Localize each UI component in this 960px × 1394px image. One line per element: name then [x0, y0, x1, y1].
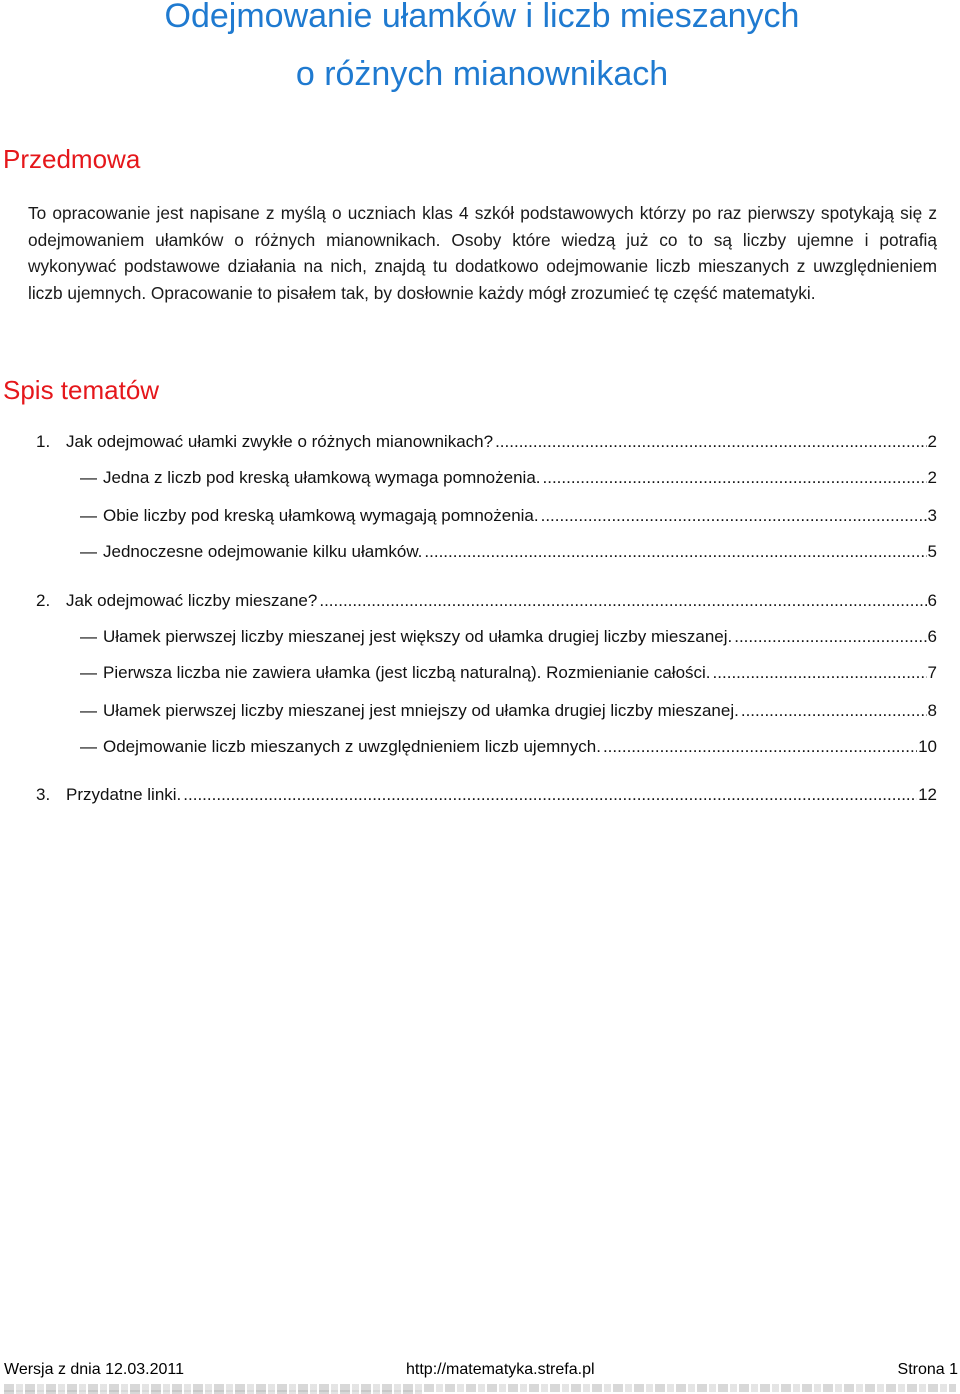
toc-dot-leader — [422, 541, 926, 563]
footer-page-number: Strona 1 — [897, 1361, 958, 1378]
toc-entry-page-number: 5 — [927, 542, 937, 561]
em-dash-icon — [80, 541, 103, 563]
em-dash-icon — [80, 700, 103, 722]
toc-entry-label: Jak odejmować liczby mieszane? — [66, 591, 318, 610]
page-footer — [0, 1358, 960, 1382]
toc-entry-page-number: 2 — [927, 432, 937, 451]
toc-entry-label: Jak odejmować ułamki zwykłe o różnych mianownikach? — [66, 432, 494, 451]
toc-entry-number: 3. — [36, 785, 51, 804]
toc-dot-leader — [539, 505, 927, 527]
toc-entry[interactable] — [80, 662, 937, 684]
document-title-line-2: o różnych mianownikach — [295, 55, 669, 93]
footer-version: Wersja z dnia 12.03.2011 — [4, 1361, 184, 1378]
toc-entry-page-number: 10 — [918, 737, 937, 756]
toc-dot-leader — [493, 431, 926, 453]
em-dash-icon — [80, 662, 103, 684]
em-dash-icon — [80, 736, 103, 758]
toc-entry-label: Odejmowanie liczb mieszanych z uwzględnieniem liczb ujemnych. — [103, 737, 601, 756]
toc-entry-page-number: 2 — [927, 468, 937, 487]
toc-dot-leader — [732, 626, 926, 648]
toc-entry[interactable] — [80, 626, 937, 648]
toc-dot-leader — [541, 467, 927, 489]
toc-entry[interactable] — [80, 467, 937, 489]
toc-dot-leader — [739, 700, 927, 722]
toc-dot-leader — [601, 736, 917, 758]
toc-entry-page-number: 12 — [918, 785, 937, 804]
toc-entry[interactable] — [80, 505, 937, 527]
toc-entry-number: 1. — [36, 432, 51, 451]
toc-entry-number: 2. — [36, 591, 51, 610]
toc-entry[interactable] — [36, 590, 937, 612]
document-title-line-1: Odejmowanie ułamków i liczb mieszanych — [164, 0, 800, 35]
em-dash-icon — [80, 626, 103, 648]
toc-entry-page-number: 8 — [927, 701, 937, 720]
toc-entry[interactable] — [80, 700, 937, 722]
footer-url-link[interactable]: http://matematyka.strefa.pl — [406, 1361, 595, 1378]
em-dash-icon — [80, 505, 103, 527]
toc-entry[interactable] — [80, 736, 937, 758]
toc-entry-page-number: 7 — [927, 663, 937, 682]
footer-fine-print-2 — [4, 1390, 424, 1394]
toc-entry[interactable] — [80, 541, 937, 563]
toc-entry[interactable] — [36, 431, 937, 453]
toc-entry-label: Obie liczby pod kreską ułamkową wymagają pomnożenia. — [103, 506, 539, 525]
preface-paragraph: To opracowanie jest napisane z myślą o uczniach klas 4 szkół podstawowych którzy po raz pierwszy spotykają się z odejmowaniem ułamków o różnych mianownikach. Osoby które wiedzą już co to są liczby ujemne i potrafią wykonywać podstawowe działania na nich, znajdą tu dodatkowo odejmowanie liczb mieszanych z uwzględnieniem liczb ujemnych. Opracowanie to pisałem tak, by dosłownie każdy mógł zrozumieć tę część matematyki. — [28, 203, 937, 303]
toc-dot-leader — [181, 784, 917, 806]
toc-entry-label: Jedna z liczb pod kreską ułamkową wymaga pomnożenia. — [103, 468, 541, 487]
em-dash-icon — [80, 467, 103, 489]
toc-heading: Spis tematów — [3, 375, 160, 405]
toc-entry-label: Ułamek pierwszej liczby mieszanej jest większy od ułamka drugiej liczby mieszanej. — [103, 627, 733, 646]
toc-entry[interactable] — [36, 784, 937, 806]
toc-entry-label: Jednoczesne odejmowanie kilku ułamków. — [103, 542, 423, 561]
toc-dot-leader — [711, 662, 927, 684]
toc-dot-leader — [317, 590, 926, 612]
toc-entry-page-number: 3 — [927, 506, 937, 525]
toc-entry-label: Pierwsza liczba nie zawiera ułamka (jest liczbą naturalną). Rozmienianie całości. — [103, 663, 711, 682]
toc-entry-page-number: 6 — [927, 627, 937, 646]
preface-heading: Przedmowa — [3, 144, 141, 174]
toc-entry-page-number: 6 — [927, 591, 937, 610]
toc-entry-label: Przydatne linki. — [66, 785, 182, 804]
toc-entry-label: Ułamek pierwszej liczby mieszanej jest mniejszy od ułamka drugiej liczby mieszanej. — [103, 701, 739, 720]
